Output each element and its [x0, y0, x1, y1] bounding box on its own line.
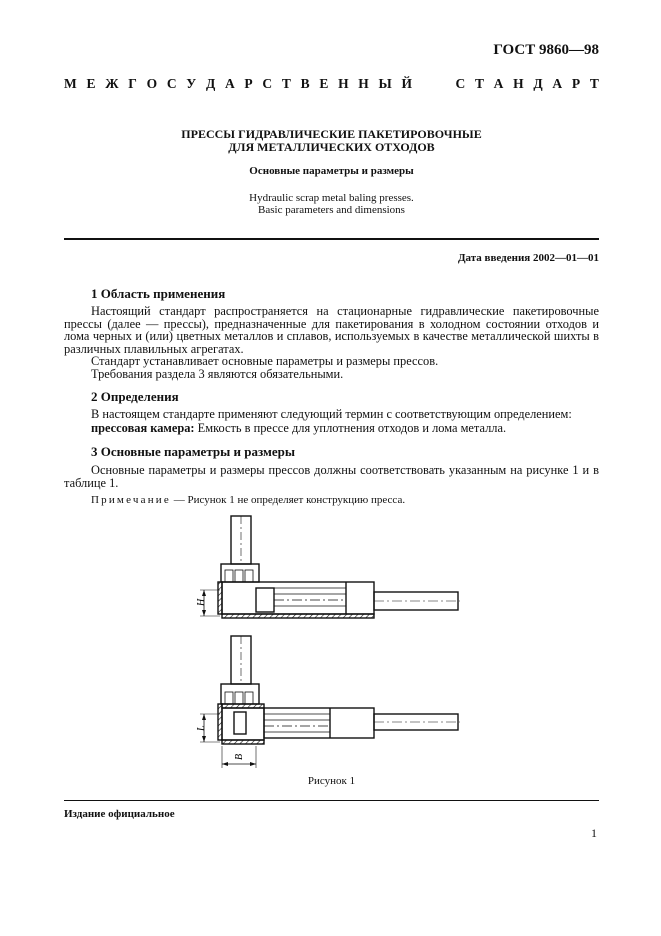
banner-letter: С	[455, 76, 466, 91]
banner-letter: Н	[513, 76, 524, 91]
figure-note	[91, 494, 405, 506]
section-2-heading: 2 Определения	[91, 389, 179, 404]
figure-press-schematic	[198, 508, 463, 770]
banner-letter: А	[224, 76, 235, 91]
press-view-bottom	[200, 636, 460, 768]
banner-letter: Н	[358, 76, 369, 91]
page-number: 1	[591, 826, 597, 840]
official-edition-label: Издание официальное	[64, 808, 175, 820]
english-title	[64, 192, 599, 216]
dimension-label-h: H	[196, 598, 207, 606]
banner-letter: У	[186, 76, 197, 91]
term-label: прессовая камера:	[91, 421, 195, 435]
banner-letter: С	[262, 76, 273, 91]
banner-letter: Т	[281, 76, 291, 91]
english-title-line-1: Hydraulic scrap metal baling presses.	[249, 192, 414, 204]
section-1-heading: 1 Область применения	[91, 286, 226, 301]
section-1-paragraph-3: Требования раздела 3 являются обязательными.	[91, 367, 344, 381]
standard-number: ГОСТ 9860—98	[493, 42, 599, 58]
banner-letter: Р	[571, 76, 581, 91]
term-definition: Емкость в прессе для уплотнения отходов и лома металла.	[194, 421, 507, 435]
banner-letter: В	[300, 76, 310, 91]
header-divider	[64, 238, 599, 240]
section-3-paragraph-1: Основные параметры и размеры прессов должны соответствовать указанным на рисунке 1 и в таблице 1.	[64, 463, 599, 490]
document-title	[64, 128, 599, 154]
title-line-1: ПРЕССЫ ГИДРАВЛИЧЕСКИЕ ПАКЕТИРОВОЧНЫЕ	[181, 127, 482, 141]
banner-letter: О	[146, 76, 158, 91]
section-3-heading: 3 Основные параметры и размеры	[91, 444, 296, 459]
banner-letter: Д	[205, 76, 216, 91]
banner-letter: Е	[319, 76, 329, 91]
banner-letter: Т	[589, 76, 599, 91]
dimension-label-l: L	[196, 725, 207, 731]
section-2-paragraph-1: В настоящем стандарте применяют следующий термин с соответствующим определением:	[91, 407, 572, 421]
banner-letter: Е	[86, 76, 96, 91]
banner-letter: Ы	[378, 76, 392, 91]
banner-letter: Р	[244, 76, 253, 91]
note-text: — Рисунок 1 не определяет конструкцию пресса.	[170, 494, 406, 506]
banner-letter: Ж	[105, 76, 119, 91]
banner-letter: Г	[128, 76, 137, 91]
banner-letter: С	[166, 76, 177, 91]
banner-gap	[422, 76, 446, 92]
interstate-standard-banner	[64, 76, 599, 92]
banner-letter: А	[493, 76, 504, 91]
banner-letter: Н	[338, 76, 349, 91]
document-subtitle: Основные параметры и размеры	[249, 165, 414, 177]
section-1-paragraph-2: Стандарт устанавливает основные параметры и размеры прессов.	[91, 354, 439, 368]
banner-letter: А	[552, 76, 563, 91]
footer-divider	[64, 800, 599, 801]
banner-letter: Д	[533, 76, 543, 91]
section-1-paragraph-1: Настоящий стандарт распространяется на стационарные гидравлические пакетировочные прессы (далее — прессы), предназначенные для пакетирования в холодном состоянии отходов и лома черных и (или) цветных металлов и сплавов, используемых в качестве металлической шихты в различных плавильных агрегатах.	[64, 304, 599, 356]
introduction-date: Дата введения 2002—01—01	[457, 252, 599, 264]
dimension-label-b: B	[234, 753, 245, 760]
press-view-top	[200, 516, 460, 618]
banner-letter: Й	[401, 76, 413, 91]
figure-caption: Рисунок 1	[307, 775, 356, 787]
section-2-definition	[64, 422, 599, 435]
note-label: Примечание	[91, 494, 171, 506]
english-title-line-2: Basic parameters and dimensions	[258, 204, 405, 216]
title-line-2: ДЛЯ МЕТАЛЛИЧЕСКИХ ОТХОДОВ	[228, 140, 435, 154]
banner-letter: М	[64, 76, 77, 91]
banner-letter: Т	[474, 76, 484, 91]
